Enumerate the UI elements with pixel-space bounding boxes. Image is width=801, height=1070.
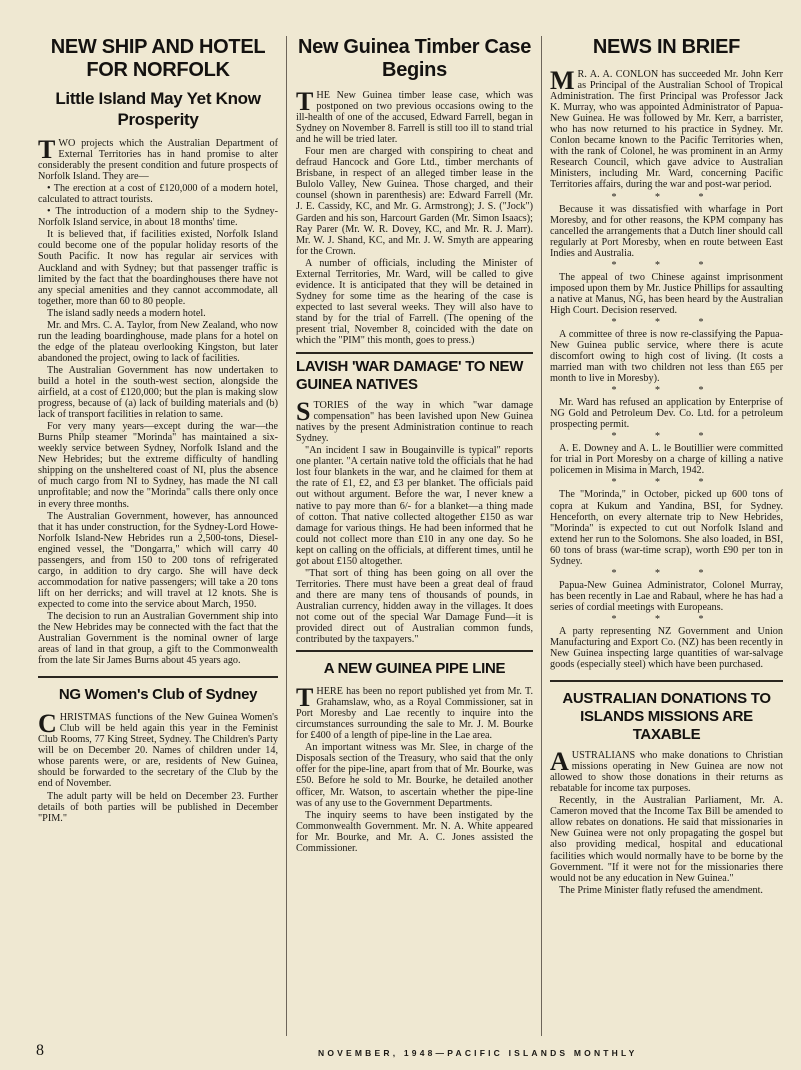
headline: NEWS IN BRIEF — [592, 36, 741, 58]
news-item: A party representing NZ Government and Union Manufacturing and Export Co. (NZ) has been recently in New Guinea inspecting large quantities of war-salvage goods (especially steel) which have been purchased. — [550, 625, 783, 671]
drop-cap: A — [550, 747, 569, 777]
page-footer — [0, 1040, 801, 1062]
separator: * * * — [611, 613, 722, 625]
running-head: NOVEMBER, 1948—PACIFIC ISLANDS MONTHLY — [318, 1048, 638, 1058]
news-item: A. E. Downey and A. L. le Boutillier were committed for trial in Port Moresby on a charge of killing a native policemen in Misima in March, 1942. — [550, 443, 783, 477]
page-number: 8 — [36, 1042, 44, 1059]
paragraph: "That sort of thing has been going on all over the Territories. There must have been a great deal of fraud and there are many tens of thousands of pounds, in Australian currency, hidden away in the villages. It does not come out of the special War Damage Fund—it is provided direct out of Australian common funds, contributed by the taxpayers." — [296, 567, 533, 646]
paragraph: "An incident I saw in Bougainville is typical" reports one planter. "A certain native told the officials that he had lost four blankets in the war, and he claimed for them at the rate of £1, £2, and £3 per blanket. The officials paid out without argument. Before the war, I never knew a native to pay more than 6/- for a blanket—a thing made of cotton. That native collected altogether £150 as war damage for various things. He had been informed that he could not collect more than £10 in any one day. So he kept on calling on the officials, at different times, until he got about £150 altogether. — [296, 445, 533, 567]
article-war-damage — [296, 352, 533, 652]
paragraph: The Australian Government has now undertaken to build a hotel in the south-west section, alongside the airfield, at a cost of £120,000; but the plan is making slow progress, because of (a) lack of building materials and (b) lack of transport facilities in relation to same. — [38, 364, 278, 421]
column-3 — [550, 36, 783, 907]
lead-paragraph: THERE has been no report published yet from Mr. T. Grahamslaw, who, as a Royal Commissioner, sat in Port Moresby and Lae recently to inquire into the circumstances surrounding the sale to Mr. J. M. Bourke for £400 of a length of pipe-line in the Lae area. — [296, 683, 533, 742]
column-divider — [286, 36, 287, 1036]
news-item: The "Morinda," in October, picked up 600 tons of copra at Kukum and Yandina, BSI, for Sydney. Henceforth, on every alternate trip to New Hebrides, "Morinda" is expected to cut out Norfolk Island and extend her run to the Solomons. She also loaded, in BSI, 60 tons of brass (war-time scrap), worth £90 per ton in Sydney. — [550, 489, 783, 567]
column-2 — [296, 36, 533, 855]
lead-paragraph: THE New Guinea timber lease case, which was postponed on two previous occasions owing to the ill-health of one of the accused, Edward Farrell, began in Sydney on November 8. Farrell is still too ill to stand trial and he will be tried later. — [296, 87, 533, 146]
drop-cap: T — [38, 135, 56, 164]
lead-paragraph: M R. A. A. CONLON has succeeded Mr. John Kerr as Principal of the Australian School of Tropical Administration. The first Principal was Professor Jack K. Murray, who was appointed Administrator of Papua-New Guinea. He was followed by Mr. Kerr, a barrister, who has now returned to his practice in Sydney. Mr. Conlon became known to the Pacific Territories when, with the rank of Colonel, he was prominent in an Army Research Council, which gave advice to Australian Ministers, including Mr. Ward, concerning Pacific Territories affairs, during the war and post-war period. — [550, 66, 783, 191]
headline: LAVISH 'WAR DAMAGE' TO NEW GUINEA NATIVES — [296, 358, 524, 394]
column-1 — [38, 36, 278, 835]
lead-paragraph: STORIES of the way in which "war damage compensation" has been lavished upon New Guinea natives by the present Administration continue to reach Sydney. — [296, 397, 533, 445]
lead-paragraph: CHRISTMAS functions of the New Guinea Women's Club will be held again this year in the Feminist Club Rooms, 77 King Street, Sydney. The Children's Party will be on December 20. Names of children under 14, whose parents were, or are, residents of New Guinea, should be forwarded to the secretary of the Club by the end of November. — [38, 709, 278, 790]
paragraph: • The erection at a cost of £120,000 of a modern hotel, calculated to attract tourists. — [38, 183, 278, 206]
drop-cap: T — [296, 87, 314, 116]
paragraph: The island sadly needs a modern hotel. — [47, 307, 206, 319]
news-item: Mr. Ward has refused an application by Enterprise of NG Gold and Petroleum Dev. Co. Ltd. for a petroleum prospecting permit. — [550, 397, 783, 431]
column-divider — [541, 36, 542, 1036]
paragraph: Mr. and Mrs. C. A. Taylor, from New Zealand, who now run the leading boardinghouse, made plans for a hotel on the edge of the plateau overlooking Kingston, but later abandoned the project, owing to lack of facilities. — [38, 319, 278, 364]
article-pipe-line — [296, 660, 533, 854]
subheadline: Little Island May Yet Know Prosperity — [55, 89, 261, 129]
drop-cap: S — [296, 397, 311, 427]
drop-cap: C — [38, 709, 57, 739]
headline: A NEW GUINEA PIPE LINE — [323, 660, 506, 678]
headline: NEW SHIP AND HOTEL FOR NORFOLK — [50, 36, 266, 81]
paragraph: The inquiry seems to have been instigated by the Commonwealth Government. Mr. N. A. White appeared for Mr. Bourke, and Mr. A. C. Jones assisted the Commissioner. — [296, 809, 533, 854]
lead-paragraph: AUSTRALIANS who make donations to Christian missions operating in New Guinea are now not allowed to show those donations in their returns as rebatable for income tax purposes. — [550, 747, 783, 795]
paragraph: The adult party will be held on December 23. Further details of both parties will be published in December "PIM." — [38, 790, 278, 824]
article-norfolk — [38, 36, 278, 666]
separator: * * * — [611, 316, 722, 328]
news-item: Papua-New Guinea Administrator, Colonel Murray, has been recently in Lae and Rabaul, where he has had a series of cordial meetings with Europeans. — [550, 579, 783, 613]
paragraph: For very many years—except during the war—the Burns Philp steamer "Morinda" has maintained a six-weekly service between Sydney, Norfolk Island and the New Hebrides; but the extreme difficulty of handling shipping on the unsheltered coast of NI, plus the absence of much cargo from NI to Sydney, has made the NI call unprofitable; and now the "Morinda" calls there only once in every three months. — [38, 421, 278, 510]
paragraph: The decision to run an Australian Government ship into the New Hebrides may be connected with the fact that the Australian Government is the nominal owner of large areas of land in that group, a gift to the Commonwealth from the late Sir James Burns about 45 years ago. — [38, 610, 278, 667]
lead-paragraph: TWO projects which the Australian Department of External Territories has in hand promise to alter considerably the present condition and future prospects of Norfolk Island. They are— — [38, 135, 278, 183]
article-mission-donations — [550, 680, 783, 901]
news-item: The appeal of two Chinese against imprisonment imposed upon them by Mr. Justice Phillips for assaulting a native at Manus, NG, has been heard by the Australian High Court. Decision reserved. — [550, 271, 783, 316]
paragraph: Four men are charged with conspiring to cheat and defraud Hancock and Gore Ltd., timber merchants of Brisbane, in respect of an alleged timber lease in the Bulolo Valley, New Guinea. Those charged, and their counsel (shown in parenthesis) are: Edward Farrell (Mr. J. E. Cassidy, KC, and Mr. G. Armstrong); J. S. ("Jock") Garden and his son, Harcourt Garden (Mr. Simon Isaacs); Ray Parer (Mr. W. R. Dovey, KC, and Mr. R. J. Marr). Mr. W. J. Shand, KC, and Mr. J. W. Smyth are appearing for the Crown. — [296, 146, 533, 257]
news-item: Because it was dissatisfied with wharfage in Port Moresby, and for other reasons, the KPM company has cancelled the arrangements that a Dutch liner should call regularly at Port Moresby, when en route between East Indies and Australia. — [550, 203, 783, 259]
article-news-in-brief — [550, 36, 783, 670]
paragraph: It is believed that, if facilities existed, Norfolk Island could become one of the popular holiday resorts of the South Pacific. It now has regular air services with Auckland and with Sydney; but that passenger traffic is limited by the fact that the boardinghouses there have not any special amenities and they cannot accommodate, all together, more than 60 to 80 people. — [38, 229, 278, 307]
separator: * * * — [611, 431, 722, 443]
separator: * * * — [611, 385, 722, 397]
paragraph: Recently, in the Australian Parliament, Mr. A. Cameron moved that the Income Tax Bill be amended to allow rebates on donations. He said that missionaries in New Guinea were not only propagating the gospel but also providing medical, hospital and educational facilities which would normally have to be borne by the Government. "If it were not for the missionaries there would not be any education in New Guinea." — [550, 795, 783, 884]
headline: NG Women's Club of Sydney — [58, 686, 258, 704]
paragraph: The Australian Government, however, has announced that it has under construction, for the Sydney-Lord Howe-Norfolk Island-New Hebrides run a 2,500-tons, Diesel-engined vessel, the "Dongarra," which will carry 40 passengers, and from 150 to 200 tons of refrigerated cargo, in addition to dry cargo. She will have deck accommodation for native passengers; will take a 20 tons lift on her derricks; and will travel at 12 knots. She is expected to come into the service about March, 1950. — [38, 510, 278, 610]
separator: * * * — [611, 567, 722, 579]
paragraph: A number of officials, including the Minister of External Territories, Mr. Ward, will be called to give evidence. It is anticipated that they will be detained in Sydney for some time as the hearing of the case is expected to last several weeks. They will also have to stand by for the trial of Farrell. (The opening of the present trial, November 8, coincided with the date on which the "PIM" this month, goes to press.) — [296, 257, 533, 347]
separator: * * * — [611, 477, 722, 489]
drop-cap: M — [550, 66, 575, 95]
news-item: A committee of three is now re-classifying the Papua-New Guinea public service, where there is acute discomfort owing to high cost of living. (It costs a married man with two children not less than £65 per month to live in Moresby). — [550, 328, 783, 385]
separator: * * * — [611, 259, 722, 271]
article-womens-club — [38, 676, 278, 828]
drop-cap: T — [296, 683, 314, 713]
article-timber-case — [296, 36, 533, 346]
paragraph: The Prime Minister flatly refused the amendment. — [559, 884, 763, 896]
headline: New Guinea Timber Case Begins — [297, 36, 532, 81]
paragraph: • The introduction of a modern ship to the Sydney-Norfolk Island service, in about 18 months' time. — [38, 206, 278, 229]
separator: * * * — [611, 191, 722, 203]
headline: AUSTRALIAN DONATIONS TO ISLANDS MISSIONS ARE TAXABLE — [562, 690, 771, 744]
paragraph: An important witness was Mr. Slee, in charge of the Disposals section of the Treasury, who said that the only offer for the pipe-line, apart from that of Mr. Bourke, was £50. Before he sold to Mr. Bourke, he detailed another officer, Mr. Watson, to ascertain whether the pipe-line was of any use to the Government Departments. — [296, 742, 533, 809]
